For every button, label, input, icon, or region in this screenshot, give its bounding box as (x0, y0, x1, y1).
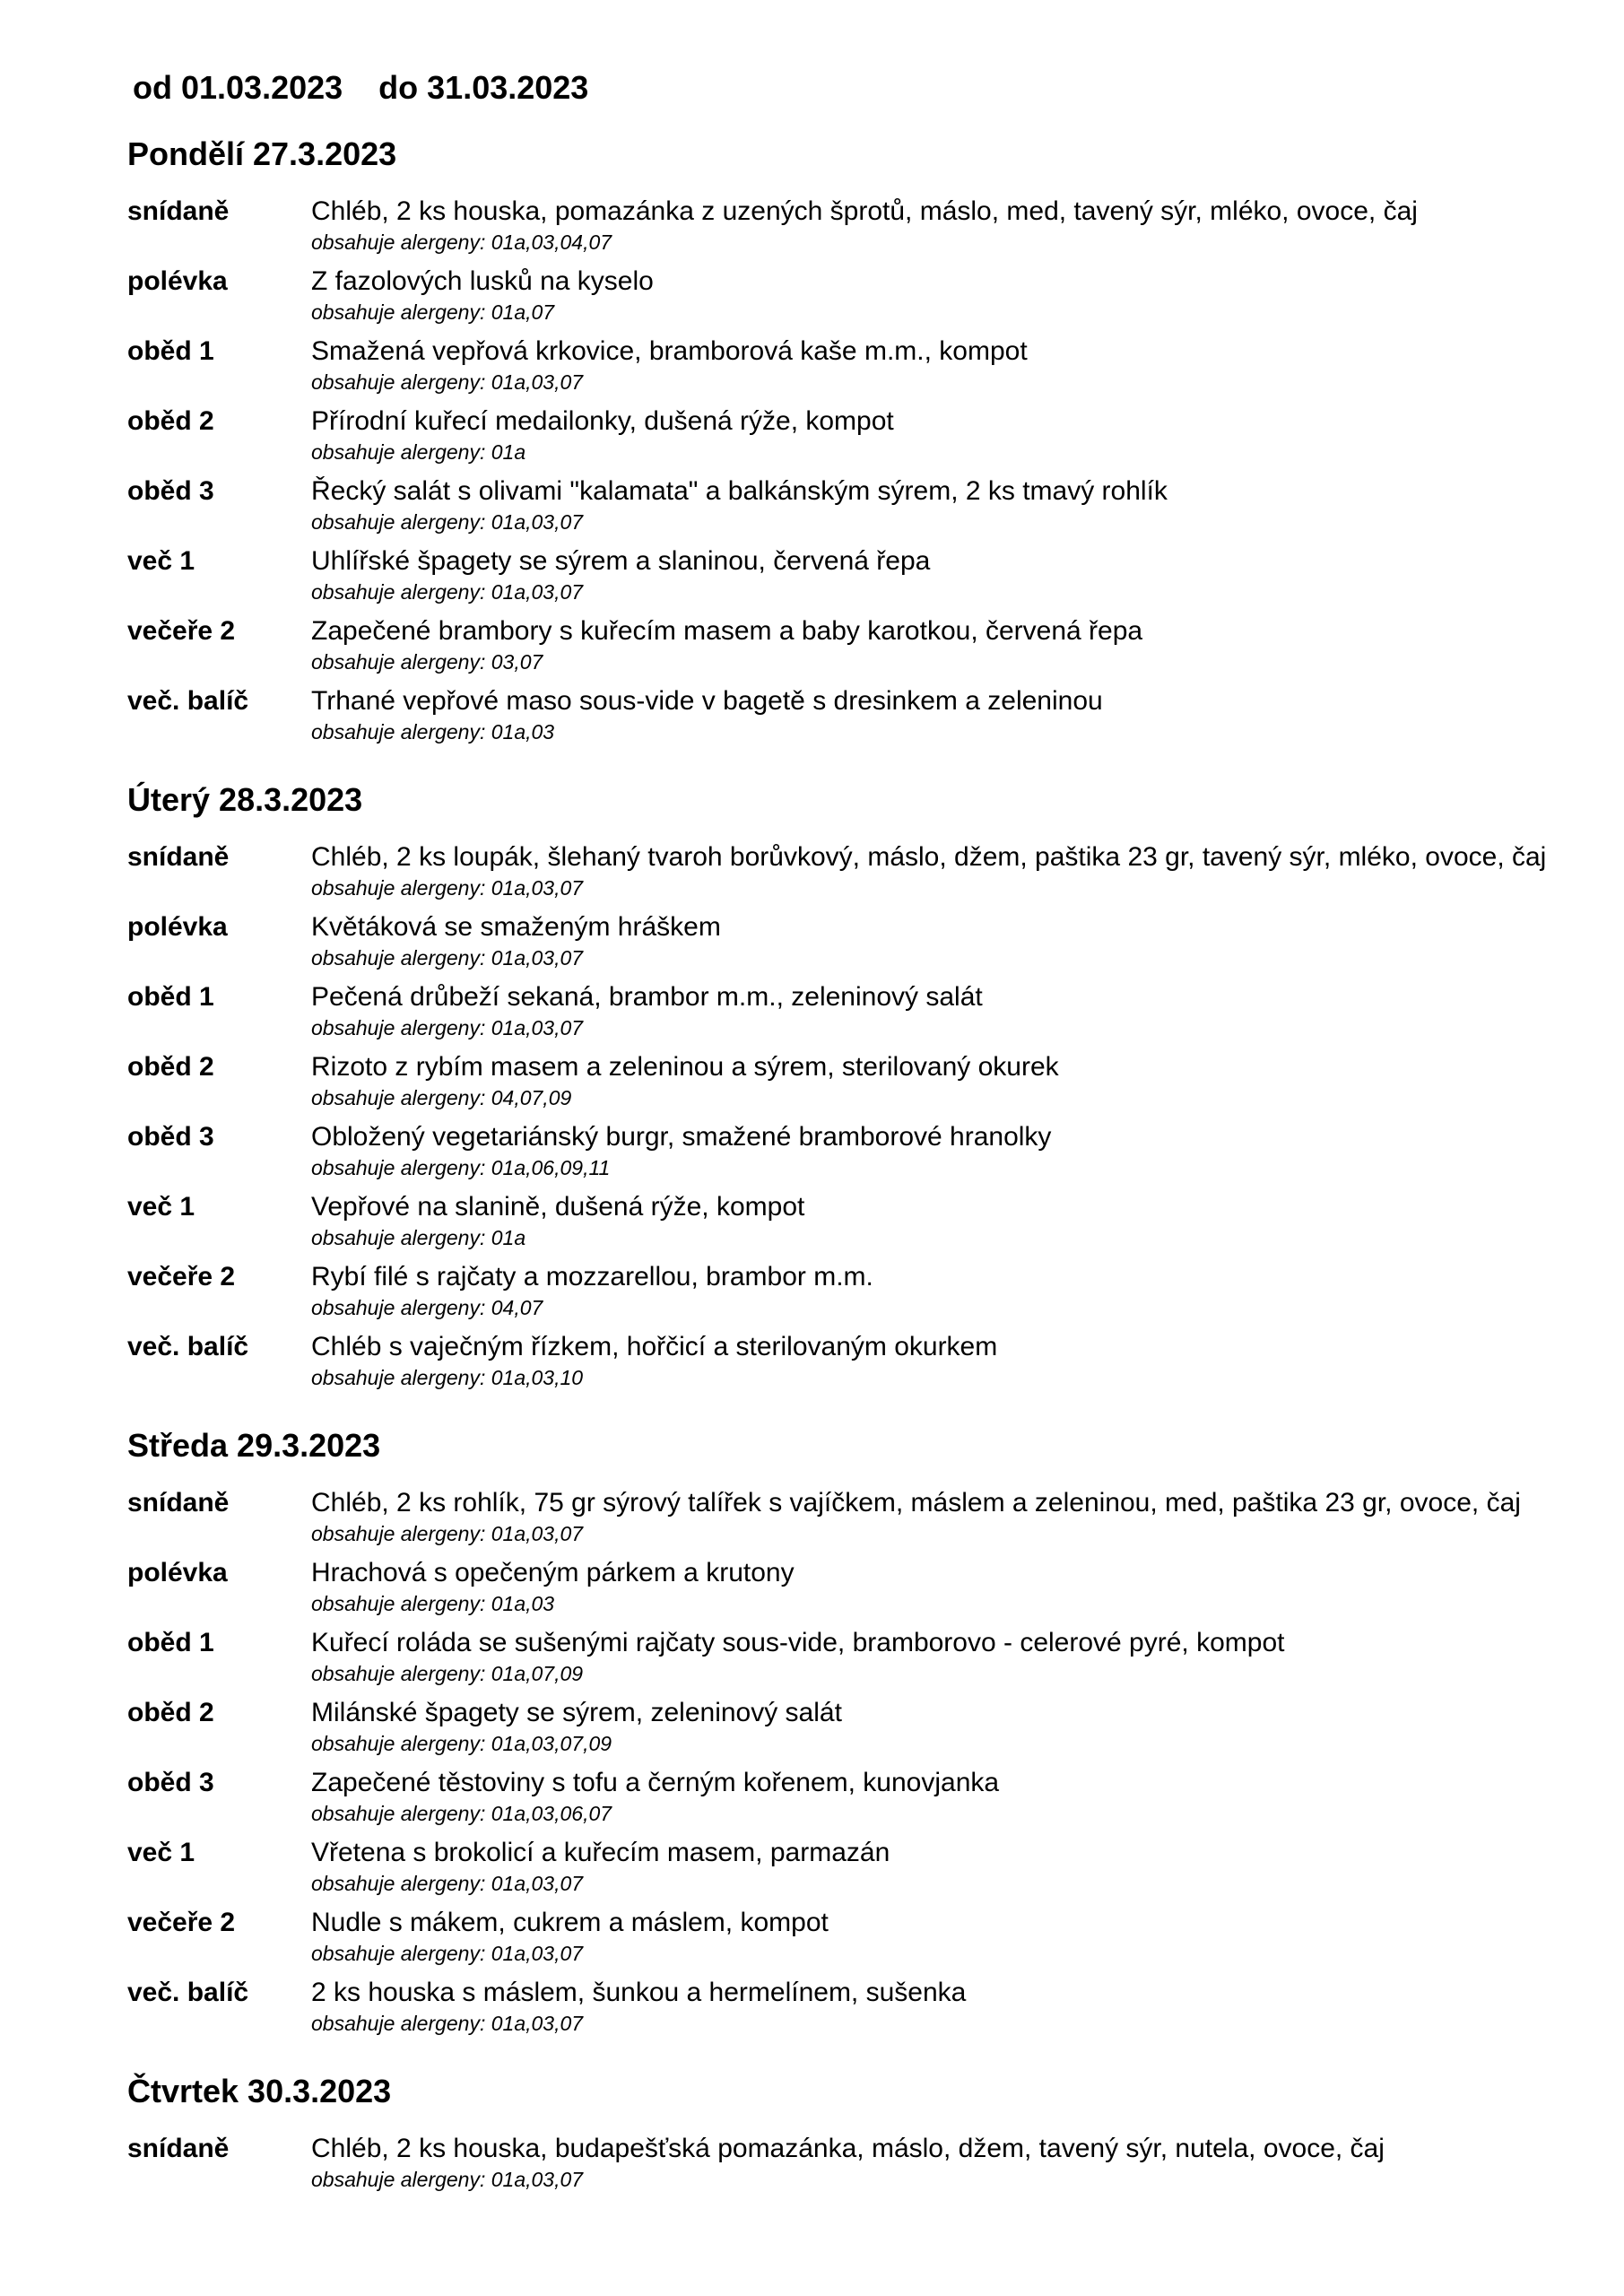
meal-row (0, 1259, 1624, 1329)
meal-description: Hrachová s opečeným párkem a krutony (311, 1558, 795, 1587)
meal-label: več 1 (127, 1192, 195, 1222)
meal-row (0, 474, 1624, 544)
meal-row (0, 1835, 1624, 1905)
meal-allergens: obsahuje alergeny: 01a (311, 1226, 526, 1249)
meal-description: Chléb, 2 ks houska, pomazánka z uzených šprotů, máslo, med, tavený sýr, mléko, ovoce, čaj (311, 196, 1418, 226)
meal-description: Kuřecí roláda se sušenými rajčaty sous-vide, bramborovo - celerové pyré, kompot (311, 1628, 1285, 1657)
meal-label: več. balíč (127, 1978, 249, 2007)
meal-body (311, 1695, 1624, 1765)
day-title: Pondělí 27.3.2023 (127, 135, 397, 172)
meal-row (0, 544, 1624, 613)
meal-row (0, 909, 1624, 979)
meal-allergens: obsahuje alergeny: 01a,03,07 (311, 2012, 584, 2035)
date-range (133, 68, 1624, 108)
day-section (0, 780, 1624, 1399)
meal-row (0, 1905, 1624, 1975)
meal-description: Řecký salát s olivami "kalamata" a balkánským sýrem, 2 ks tmavý rohlík (311, 476, 1168, 506)
meal-allergens: obsahuje alergeny: 01a,03,10 (311, 1366, 584, 1389)
meal-row (0, 1695, 1624, 1765)
meal-label: oběd 2 (127, 406, 214, 436)
meal-allergens: obsahuje alergeny: 01a,03,06,07 (311, 1802, 612, 1825)
meal-label: oběd 2 (127, 1052, 214, 1082)
meal-row (0, 1975, 1624, 2045)
meal-allergens: obsahuje alergeny: 01a,06,09,11 (311, 1156, 611, 1179)
meal-label: večeře 2 (127, 616, 236, 646)
meal-label: oběd 2 (127, 1698, 214, 1727)
meal-label: več 1 (127, 546, 195, 576)
meal-body (311, 613, 1624, 683)
meal-row (0, 1555, 1624, 1625)
meal-description: Vepřové na slanině, dušená rýže, kompot (311, 1192, 805, 1222)
meal-body (311, 1975, 1624, 2045)
meal-description: Vřetena s brokolicí a kuřecím masem, parmazán (311, 1838, 890, 1867)
meal-allergens: obsahuje alergeny: 01a,03,07 (311, 370, 584, 394)
meal-description: Obložený vegetariánský burgr, smažené bramborové hranolky (311, 1122, 1052, 1152)
meal-description: Trhané vepřové maso sous-vide v bagetě s dresinkem a zeleninou (311, 686, 1103, 716)
meal-allergens: obsahuje alergeny: 01a,07 (311, 300, 555, 324)
meal-label: več. balíč (127, 1332, 249, 1361)
meal-label: oběd 3 (127, 1122, 214, 1152)
meal-description: Chléb, 2 ks rohlík, 75 gr sýrový talířek s vajíčkem, máslem a zeleninou, med, paštika 23 gr, ovoce, čaj (311, 1488, 1521, 1518)
day-section (0, 1426, 1624, 2045)
meal-description: Zapečené těstoviny s tofu a černým kořenem, kunovjanka (311, 1768, 1000, 1797)
meal-row (0, 2131, 1624, 2201)
meal-row (0, 613, 1624, 683)
meal-body (311, 2131, 1624, 2201)
meal-body (311, 1329, 1624, 1399)
meal-allergens: obsahuje alergeny: 01a,03,07 (311, 946, 584, 970)
meal-description: Zapečené brambory s kuřecím masem a baby karotkou, červená řepa (311, 616, 1143, 646)
meal-row (0, 1189, 1624, 1259)
date-from: od 01.03.2023 (133, 69, 343, 106)
day-title: Čtvrtek 30.3.2023 (127, 2073, 392, 2109)
meal-body (311, 1485, 1624, 1555)
meal-allergens: obsahuje alergeny: 04,07,09 (311, 1086, 572, 1109)
meal-allergens: obsahuje alergeny: 01a,03,07 (311, 1942, 584, 1965)
meal-allergens: obsahuje alergeny: 01a,03,07 (311, 2168, 584, 2191)
meal-body (311, 909, 1624, 979)
meal-label: polévka (127, 266, 228, 296)
meal-body (311, 544, 1624, 613)
meal-allergens: obsahuje alergeny: 01a,03 (311, 1592, 555, 1615)
meal-allergens: obsahuje alergeny: 01a,03,07 (311, 1522, 584, 1545)
meal-row (0, 404, 1624, 474)
meal-description: Z fazolových lusků na kyselo (311, 266, 654, 296)
meal-description: Nudle s mákem, cukrem a máslem, kompot (311, 1908, 829, 1937)
meal-row (0, 194, 1624, 264)
day-section (0, 135, 1624, 753)
day-title: Úterý 28.3.2023 (127, 781, 363, 818)
meal-row (0, 1625, 1624, 1695)
meal-body (311, 1555, 1624, 1625)
meal-allergens: obsahuje alergeny: 01a,03,07,09 (311, 1732, 612, 1755)
meal-body (311, 1905, 1624, 1975)
meal-allergens: obsahuje alergeny: 01a,03 (311, 720, 555, 744)
meal-description: Rybí filé s rajčaty a mozzarellou, brambor m.m. (311, 1262, 873, 1292)
meal-row (0, 1329, 1624, 1399)
meal-label: več. balíč (127, 686, 249, 716)
meal-body (311, 1189, 1624, 1259)
meal-row (0, 334, 1624, 404)
meal-row (0, 1485, 1624, 1555)
meal-allergens: obsahuje alergeny: 01a,07,09 (311, 1662, 584, 1685)
meal-description: Přírodní kuřecí medailonky, dušená rýže, kompot (311, 406, 894, 436)
meal-body (311, 1835, 1624, 1905)
meal-allergens: obsahuje alergeny: 01a,03,07 (311, 1016, 584, 1039)
meal-label: snídaně (127, 842, 230, 872)
meal-label: oběd 1 (127, 1628, 214, 1657)
meal-allergens: obsahuje alergeny: 04,07 (311, 1296, 543, 1319)
meal-allergens: obsahuje alergeny: 01a,03,07 (311, 1872, 584, 1895)
meal-allergens: obsahuje alergeny: 01a,03,04,07 (311, 230, 612, 254)
meal-body (311, 683, 1624, 753)
meal-label: oběd 3 (127, 476, 214, 506)
meal-allergens: obsahuje alergeny: 03,07 (311, 650, 543, 674)
meal-description: Pečená drůbeží sekaná, brambor m.m., zeleninový salát (311, 982, 983, 1012)
days-list (0, 135, 1624, 2201)
meal-label: večeře 2 (127, 1908, 236, 1937)
meal-row (0, 979, 1624, 1049)
meal-description: Chléb s vaječným řízkem, hořčicí a sterilovaným okurkem (311, 1332, 998, 1361)
meal-label: več 1 (127, 1838, 195, 1867)
meal-allergens: obsahuje alergeny: 01a,03,07 (311, 580, 584, 604)
meal-body (311, 194, 1624, 264)
meal-description: Květáková se smaženým hráškem (311, 912, 721, 942)
day-title: Středa 29.3.2023 (127, 1427, 381, 1464)
meal-body (311, 1765, 1624, 1835)
day-section (0, 2072, 1624, 2201)
meal-allergens: obsahuje alergeny: 01a,03,07 (311, 876, 584, 900)
meal-row (0, 683, 1624, 753)
meal-description: Chléb, 2 ks houska, budapešťská pomazánka, máslo, džem, tavený sýr, nutela, ovoce, čaj (311, 2134, 1385, 2163)
meal-row (0, 1119, 1624, 1189)
meal-label: snídaně (127, 2134, 230, 2163)
meal-body (311, 1119, 1624, 1189)
meal-body (311, 1259, 1624, 1329)
meal-row (0, 1049, 1624, 1119)
meal-allergens: obsahuje alergeny: 01a,03,07 (311, 510, 584, 534)
meal-body (311, 1625, 1624, 1695)
meal-description: Smažená vepřová krkovice, bramborová kaše m.m., kompot (311, 336, 1028, 366)
meal-label: večeře 2 (127, 1262, 236, 1292)
meal-body (311, 404, 1624, 474)
meal-body (311, 979, 1624, 1049)
meal-label: oběd 1 (127, 336, 214, 366)
meal-label: oběd 3 (127, 1768, 214, 1797)
meal-row (0, 264, 1624, 334)
meal-description: Chléb, 2 ks loupák, šlehaný tvaroh borůvkový, máslo, džem, paštika 23 gr, tavený sýr, mléko, ovoce, čaj (311, 842, 1547, 872)
meal-label: polévka (127, 912, 228, 942)
meal-allergens: obsahuje alergeny: 01a (311, 440, 526, 464)
meal-description: Uhlířské špagety se sýrem a slaninou, červená řepa (311, 546, 931, 576)
meal-body (311, 334, 1624, 404)
meal-label: snídaně (127, 1488, 230, 1518)
meal-row (0, 1765, 1624, 1835)
meal-description: 2 ks houska s máslem, šunkou a hermelínem, sušenka (311, 1978, 967, 2007)
meal-description: Rizoto z rybím masem a zeleninou a sýrem, sterilovaný okurek (311, 1052, 1059, 1082)
meal-body (311, 1049, 1624, 1119)
meal-body (311, 839, 1624, 909)
meal-label: oběd 1 (127, 982, 214, 1012)
meal-description: Milánské špagety se sýrem, zeleninový salát (311, 1698, 842, 1727)
meal-row (0, 839, 1624, 909)
meal-label: polévka (127, 1558, 228, 1587)
meal-body (311, 264, 1624, 334)
date-to: do 31.03.2023 (378, 69, 589, 106)
meal-body (311, 474, 1624, 544)
meal-label: snídaně (127, 196, 230, 226)
